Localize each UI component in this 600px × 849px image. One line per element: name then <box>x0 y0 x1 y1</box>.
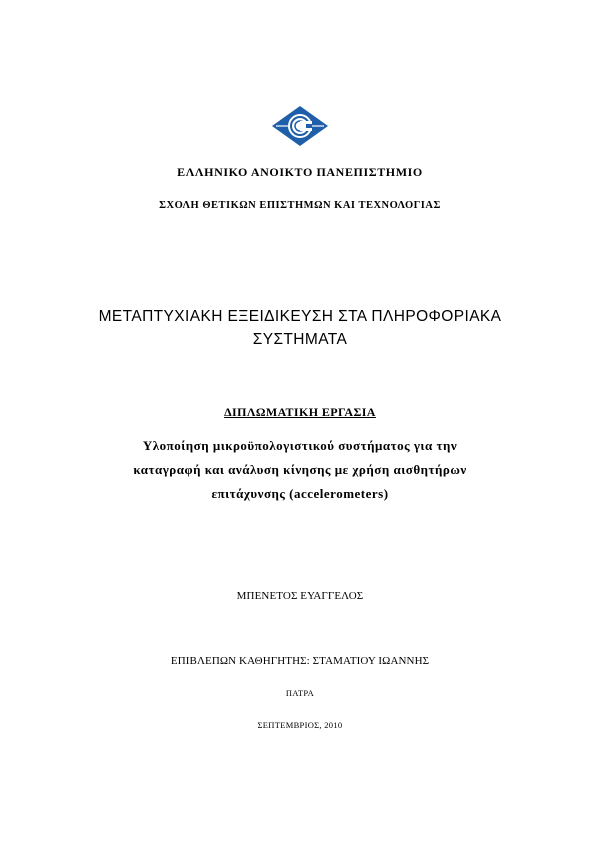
university-emblem-icon <box>270 104 330 148</box>
program-title-line: ΣΥΣΤΗΜΑΤΑ <box>252 331 348 348</box>
thesis-title-line: Υλοποίηση μικροϋπολογιστικού συστήματος για την <box>142 438 458 453</box>
thesis-label: ΔΙΠΛΩΜΑΤΙΚΗ ΕΡΓΑΣΙΑ <box>224 405 376 419</box>
program-title-line: ΜΕΤΑΠΤΥΧΙΑΚΗ ΕΞΕΙΔΙΚΕΥΣΗ ΣΤΑ ΠΛΗΡΟΦΟΡΙΑΚΑ <box>98 308 502 325</box>
university-name: ΕΛΛΗΝΙΚΟ ΑΝΟΙΚΤΟ ΠΑΝΕΠΙΣΤΗΜΙΟ <box>177 165 423 179</box>
city: ΠΑΤΡΑ <box>285 688 315 698</box>
thesis-title-line: καταγραφή και ανάλυση κίνησης με χρήση αισθητήρων <box>133 462 467 477</box>
thesis-title-line: επιτάχυνσης (accelerometers) <box>211 486 389 501</box>
program-title <box>0 305 600 351</box>
thesis-title <box>0 434 600 506</box>
supervisor-name: ΕΠΙΒΛΕΠΩΝ ΚΑΘΗΓΗΤΗΣ: ΣΤΑΜΑΤΙΟΥ ΙΩΑΝΝΗΣ <box>170 655 430 667</box>
author-name: ΜΠΕΝΕΤΟΣ ΕΥΑΓΓΕΛΟΣ <box>236 590 364 602</box>
school-name: ΣΧΟΛΗ ΘΕΤΙΚΩΝ ΕΠΙΣΤΗΜΩΝ ΚΑΙ ΤΕΧΝΟΛΟΓΙΑΣ <box>159 200 441 211</box>
date: ΣΕΠΤΕΜΒΡΙΟΣ, 2010 <box>257 720 343 730</box>
